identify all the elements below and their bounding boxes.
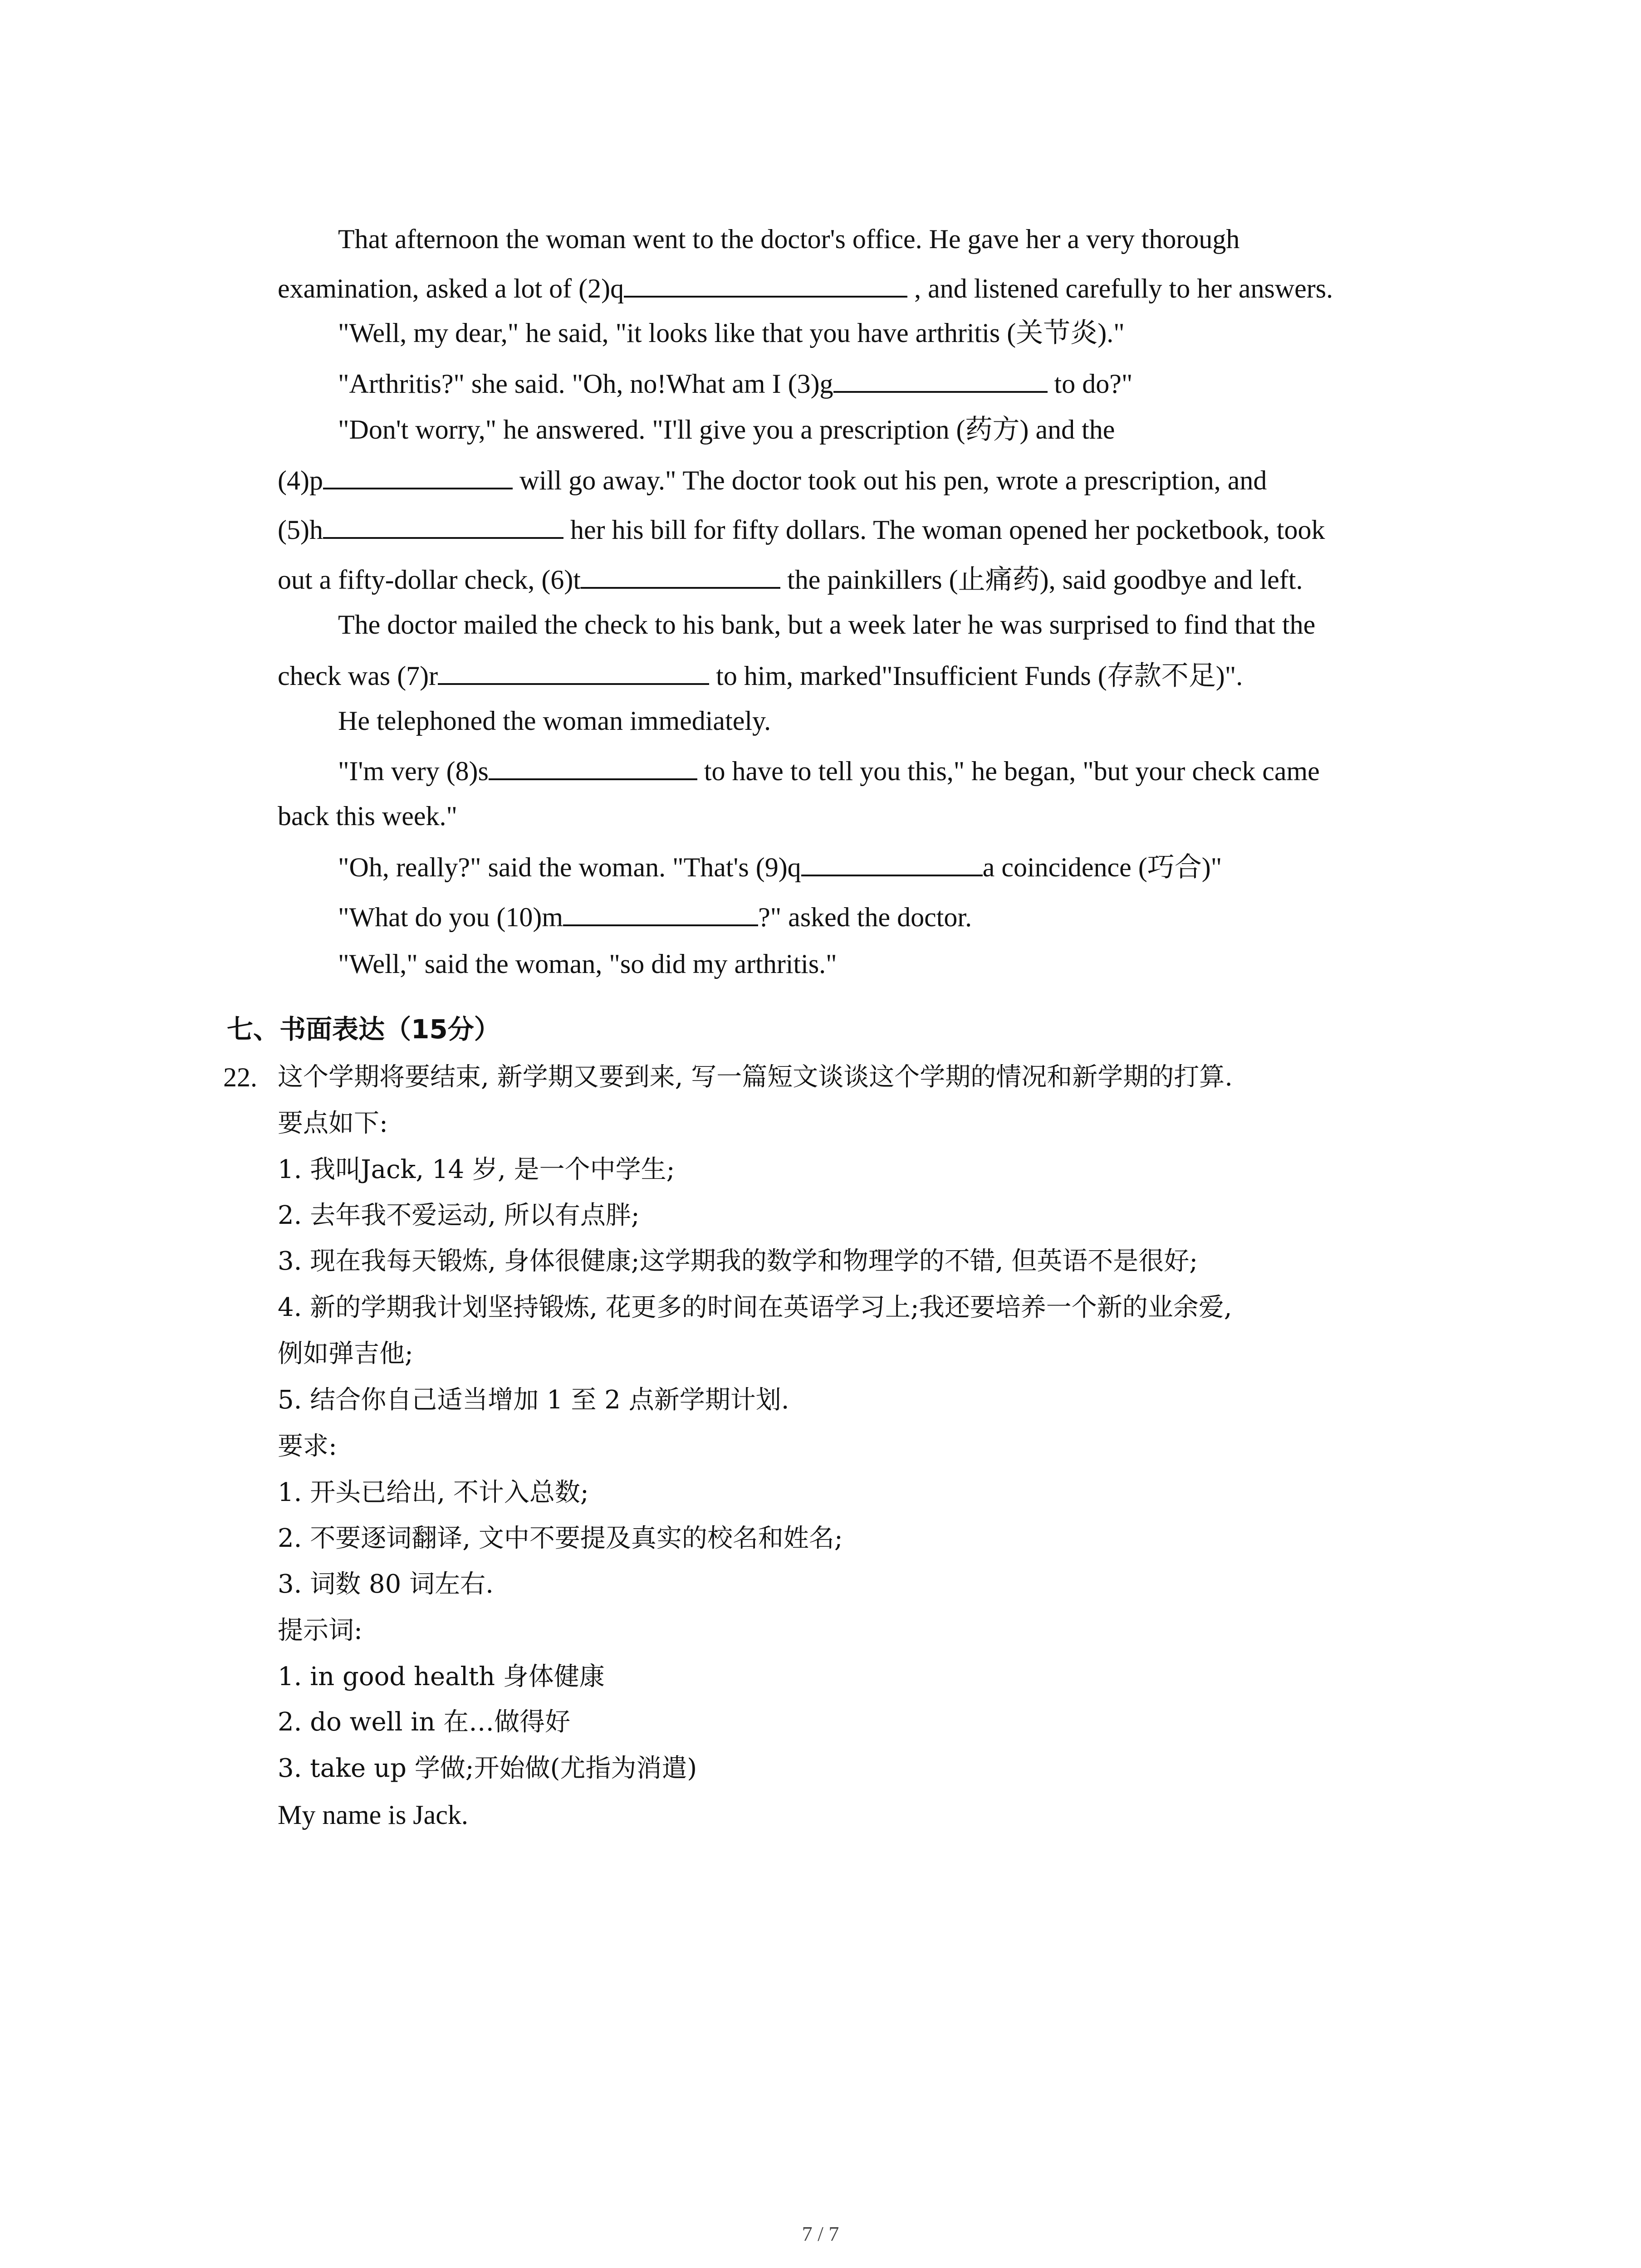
text: "Well, my dear," he said, "it looks like that you have arthritis (关节炎)." xyxy=(338,318,1125,348)
blank-5[interactable] xyxy=(323,512,563,539)
blank-2[interactable] xyxy=(624,270,907,298)
blank-9[interactable] xyxy=(801,849,983,876)
text: to him, marked"Insufficient Funds (存款不足)". xyxy=(709,661,1243,691)
text: to have to tell you this," he began, "but your check came xyxy=(697,756,1320,786)
text: That afternoon the woman went to the doctor's office. He gave her a very thorough xyxy=(338,224,1240,254)
point-item: 4. 新的学期我计划坚持锻炼, 花更多的时间在英语学习上;我还要培养一个新的业余爱, xyxy=(278,1293,1232,1322)
passage-line xyxy=(278,799,457,833)
text: The doctor mailed the check to his bank, but a week later he was surprised to find that the xyxy=(338,610,1316,640)
text: "Arthritis?" she said. "Oh, no!What am I (3)g xyxy=(338,369,833,399)
text: a coincidence (巧合)" xyxy=(982,852,1222,882)
text: examination, asked a lot of (2)q xyxy=(278,274,624,303)
text: will go away." The doctor took out his pen, wrote a prescription, and xyxy=(512,465,1267,495)
question-intro: 这个学期将要结束, 新学期又要到来, 写一篇短文谈谈这个学期的情况和新学期的打算. xyxy=(278,1062,1233,1092)
text: the painkillers (止痛药), said goodbye and left. xyxy=(780,565,1303,595)
text: He telephoned the woman immediately. xyxy=(338,706,771,736)
passage-line xyxy=(338,222,1239,256)
passage-line xyxy=(278,658,1243,693)
requirement-item: 3. 词数 80 词左右. xyxy=(278,1569,494,1599)
blank-10[interactable] xyxy=(563,899,758,926)
text: ?" asked the doctor. xyxy=(758,902,972,932)
requirement-item: 1. 开头已给出, 不计入总数; xyxy=(278,1478,589,1507)
text: "What do you (10)m xyxy=(338,902,563,932)
hint-item: 3. take up 学做;开始做(尤指为消遣) xyxy=(278,1754,697,1783)
passage-line xyxy=(278,562,1303,596)
text: (5)h xyxy=(278,515,323,545)
blank-4[interactable] xyxy=(323,462,513,489)
text: "Oh, really?" said the woman. "That's (9)q xyxy=(338,852,801,882)
passage-line xyxy=(278,512,1325,547)
passage-line xyxy=(338,413,1115,446)
essay-start: My name is Jack. xyxy=(278,1800,468,1830)
section-heading: 七、书面表达（15分） xyxy=(227,1014,500,1045)
text: out a fifty-dollar check, (6)t xyxy=(278,565,581,595)
requirements-label: 要求: xyxy=(278,1432,337,1461)
text: "Don't worry," he answered. "I'll give you a prescription (药方) and the xyxy=(338,415,1115,445)
text: her his bill for fifty dollars. The woman opened her pocketbook, took xyxy=(563,515,1325,545)
text: , and listened carefully to her answers. xyxy=(907,274,1333,303)
passage-line xyxy=(338,753,1320,788)
hints-label: 提示词: xyxy=(278,1616,362,1645)
hint-item: 1. in good health 身体健康 xyxy=(278,1662,605,1691)
passage-line xyxy=(338,849,1222,884)
text: (4)p xyxy=(278,465,323,495)
blank-6[interactable] xyxy=(581,562,780,589)
point-item: 3. 现在我每天锻炼, 身体很健康;这学期我的数学和物理学的不错, 但英语不是很好; xyxy=(278,1246,1198,1276)
passage-line xyxy=(278,270,1333,305)
requirement-item: 2. 不要逐词翻译, 文中不要提及真实的校名和姓名; xyxy=(278,1524,843,1553)
passage-line xyxy=(338,947,837,981)
blank-8[interactable] xyxy=(489,753,697,780)
passage-line xyxy=(338,366,1132,401)
hint-item: 2. do well in 在…做得好 xyxy=(278,1707,571,1737)
passage-line xyxy=(338,899,972,934)
points-label: 要点如下: xyxy=(278,1109,388,1138)
text: "Well," said the woman, "so did my arthritis." xyxy=(338,949,837,979)
text: back this week." xyxy=(278,801,458,831)
blank-7[interactable] xyxy=(438,658,709,685)
passage-line xyxy=(338,316,1125,350)
blank-3[interactable] xyxy=(833,366,1048,393)
passage-line xyxy=(338,608,1315,641)
text: "I'm very (8)s xyxy=(338,756,489,786)
point-item: 5. 结合你自己适当增加 1 至 2 点新学期计划. xyxy=(278,1385,789,1415)
point-item: 1. 我叫Jack, 14 岁, 是一个中学生; xyxy=(278,1155,675,1184)
text: to do?" xyxy=(1047,369,1133,399)
passage-line xyxy=(278,462,1267,497)
question-number: 22. xyxy=(223,1062,257,1092)
point-item: 2. 去年我不爱运动, 所以有点胖; xyxy=(278,1201,640,1230)
page-number: 7 / 7 xyxy=(802,2222,839,2245)
point-item: 例如弹吉他; xyxy=(278,1339,413,1369)
passage-line xyxy=(338,704,771,738)
text: check was (7)r xyxy=(278,661,438,691)
